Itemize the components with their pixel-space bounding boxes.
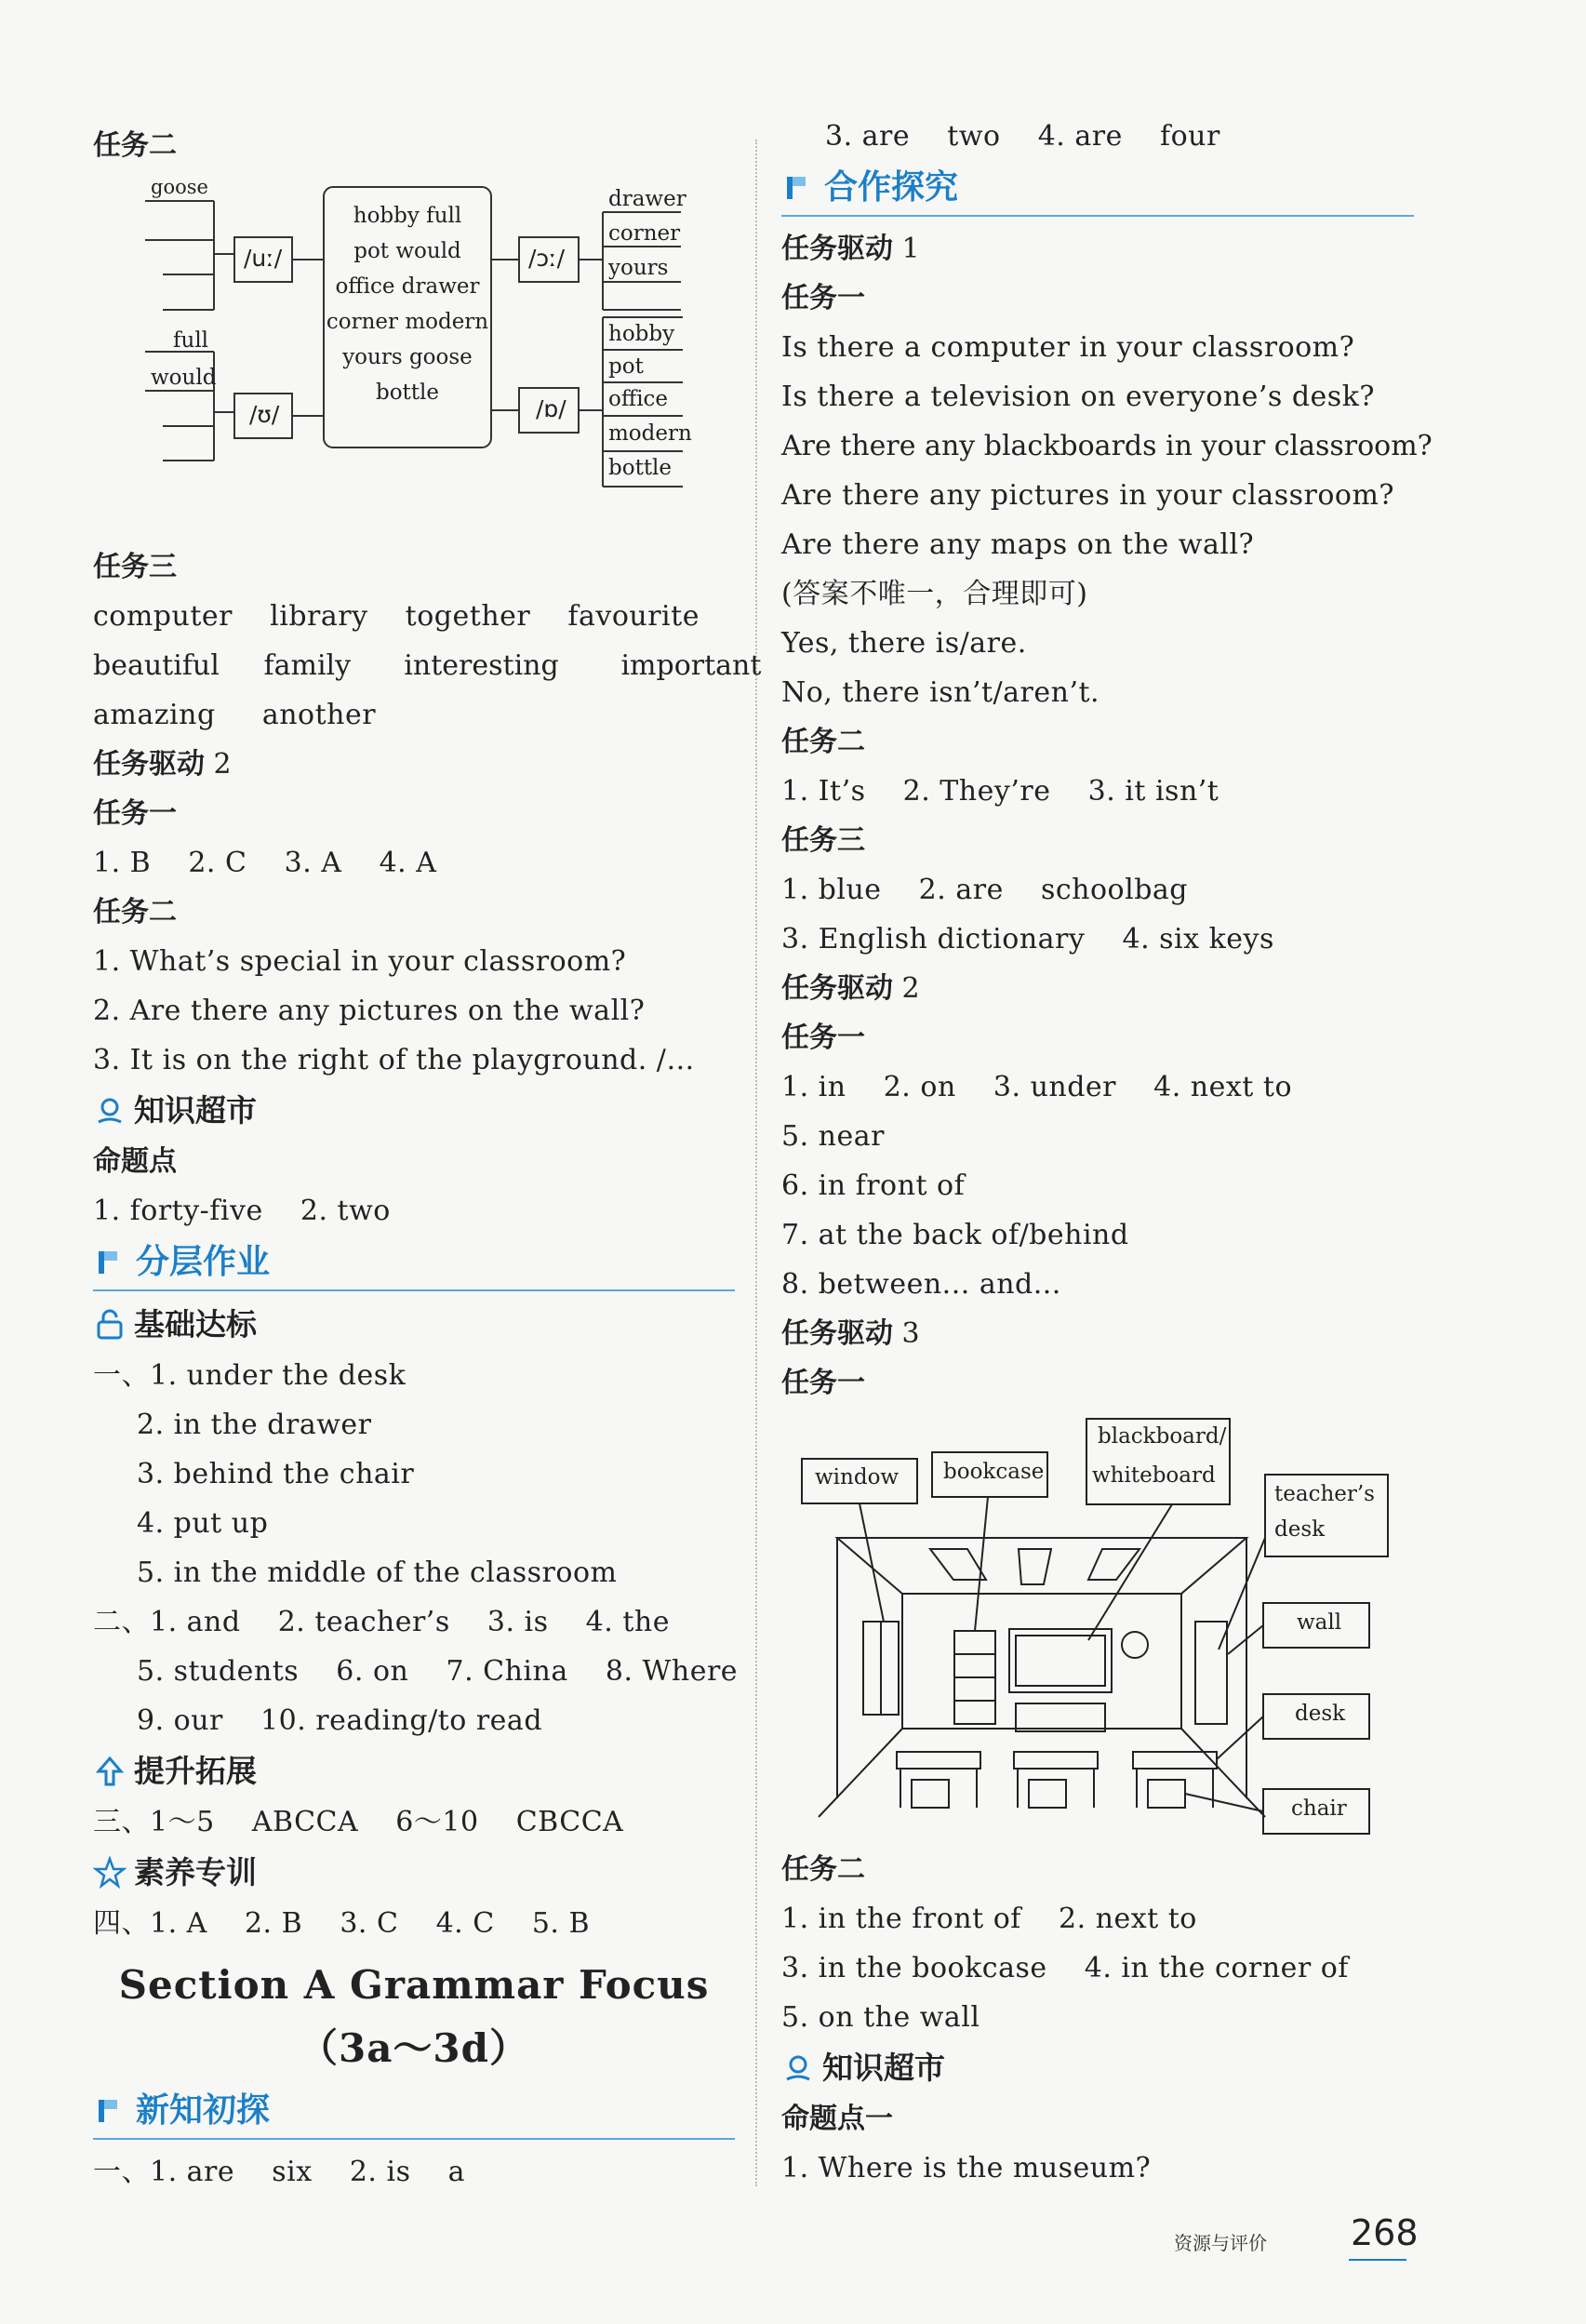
task-heading: 任务二	[93, 129, 177, 162]
label-bookcase: bookcase	[943, 1460, 1045, 1484]
diagram-word-pot: pot	[608, 354, 644, 379]
center-word-line: bottle	[375, 381, 440, 405]
answer-line: Are there any pictures in your classroom?	[781, 479, 1394, 512]
answer-line: 四、1. A 2. B 3. C 4. C 5. B	[93, 1907, 591, 1940]
task-drive-label: 任务驱动	[93, 748, 205, 781]
answer-line: 2. in the drawer	[137, 1409, 372, 1441]
section-layered-homework	[93, 1235, 735, 1291]
answer-line: Is there a television on everyone’s desk?	[781, 381, 1375, 413]
pencil-flag-icon	[93, 2094, 127, 2128]
answer-line: 一、1. are six 2. is a	[93, 2156, 466, 2188]
task-heading: 任务一	[93, 797, 177, 830]
task-drive-number: 3	[893, 1317, 920, 1350]
diagram-word-bottle: bottle	[608, 456, 673, 480]
answer-line: 1. B 2. C 3. A 4. A	[93, 847, 437, 879]
answer-line: 1. Where is the museum?	[781, 2152, 1152, 2184]
answer-line: Is there a computer in your classroom?	[781, 331, 1355, 364]
answer-line: 7. at the back of/behind	[781, 1219, 1129, 1251]
phoneme-o-short: /ɒ/	[536, 395, 566, 422]
answer-line: 1. forty-five 2. two	[93, 1195, 391, 1227]
answer-line: 1. It’s 2. They’re 3. it isn’t	[781, 775, 1219, 808]
task-drive-number: 2	[893, 972, 920, 1005]
center-word-line: hobby full	[353, 204, 462, 228]
label-window: window	[815, 1465, 900, 1489]
section-basic	[93, 1299, 735, 1351]
answer-line: 3. are two 4. are four	[825, 120, 1220, 153]
footer-underline	[1349, 2259, 1406, 2261]
left-column	[93, 121, 762, 2197]
task-drive-heading	[93, 740, 735, 789]
label-chair: chair	[1291, 1796, 1347, 1821]
answer-line: 1. in 2. on 3. under 4. next to	[781, 1071, 1293, 1103]
footer-label: 资源与评价	[1174, 2232, 1267, 2254]
section-knowledge-market	[93, 1085, 735, 1137]
location-pin-icon	[93, 1094, 127, 1128]
task-heading: 任务一	[781, 282, 865, 314]
label-whiteboard: whiteboard	[1092, 1463, 1216, 1488]
task-drive-number: 1	[893, 233, 920, 265]
answer-line: 5. students 6. on 7. China 8. Where	[137, 1655, 739, 1688]
section-title: 素养专训	[134, 1854, 257, 1890]
section-title: 知识超市	[134, 1092, 257, 1129]
task-heading: 任务二	[93, 896, 177, 928]
diagram-word-yours: yours	[608, 256, 669, 280]
task-heading: 命题点一	[781, 2103, 893, 2135]
location-pin-icon	[781, 2051, 815, 2085]
section-title: 分层作业	[136, 1243, 271, 1281]
answer-line: Are there any blackboards in your classroom?	[781, 430, 1433, 462]
task-heading: 命题点	[93, 1145, 177, 1178]
section-literacy	[93, 1847, 735, 1899]
center-word-line: yours goose	[342, 345, 473, 369]
phoneme-u-short: /ʊ/	[249, 401, 280, 428]
section-title: 提升拓展	[134, 1753, 257, 1789]
task-drive-heading	[781, 1309, 1414, 1358]
section-title: 合作探究	[824, 168, 959, 207]
phoneme-aw-long: /ɔː/	[528, 245, 566, 272]
lock-icon	[93, 1308, 127, 1342]
diagram-word-corner: corner	[608, 221, 681, 246]
section-title: 新知初探	[136, 2091, 271, 2130]
task-heading: 任务三	[781, 824, 865, 857]
task-heading: 任务一	[781, 1022, 865, 1054]
label-desk: desk	[1295, 1702, 1346, 1726]
task-heading: 任务三	[93, 551, 177, 583]
center-word-line: pot would	[353, 239, 461, 263]
section-title: 知识超市	[822, 2050, 945, 2086]
task-drive-label: 任务驱动	[781, 972, 893, 1005]
answer-line: Are there any maps on the wall?	[781, 528, 1255, 561]
answer-line: (答案不唯一，合理即可)	[781, 578, 1088, 610]
answer-line: 3. behind the chair	[137, 1458, 415, 1490]
answer-line: 三、1～5 ABCCA 6～10 CBCCA	[93, 1806, 624, 1838]
right-column	[781, 120, 1433, 2193]
column-divider	[755, 140, 757, 2186]
answer-line: No, there isn’t/aren’t.	[781, 676, 1100, 709]
task-drive-label: 任务驱动	[781, 233, 893, 265]
answer-line: 1. in the front of 2. next to	[781, 1903, 1197, 1935]
section-subtitle: （3a～3d）	[298, 2025, 530, 2071]
label-wall: wall	[1297, 1610, 1342, 1635]
answer-line: 8. between... and...	[781, 1268, 1061, 1301]
answer-line: computer library together favourite	[93, 600, 700, 633]
label-teachers: teacher’s	[1274, 1482, 1375, 1506]
section-title: 基础达标	[134, 1306, 257, 1342]
answer-line: amazing another	[93, 699, 377, 731]
task-drive-heading	[781, 224, 1414, 274]
phoneme-u-long: /uː/	[244, 245, 283, 272]
label-blackboard: blackboard/	[1098, 1424, 1227, 1449]
answer-line: 2. Are there any pictures on the wall?	[93, 995, 646, 1027]
section-new-knowledge	[93, 2084, 735, 2140]
label-teachers-desk: desk	[1274, 1517, 1326, 1542]
up-arrow-icon	[93, 1755, 127, 1788]
center-word-line: office drawer	[335, 274, 480, 299]
section-improve	[93, 1745, 735, 1797]
section-knowledge-market	[781, 2042, 1414, 2094]
task-heading: 任务一	[781, 1367, 865, 1399]
center-word-list	[324, 198, 491, 410]
answer-line: 3. in the bookcase 4. in the corner of	[781, 1952, 1349, 1984]
answer-line: 5. in the middle of the classroom	[137, 1556, 618, 1589]
star-icon	[93, 1856, 127, 1890]
answer-line: beautiful family interesting important	[93, 649, 762, 682]
diagram-word-full: full	[173, 328, 209, 353]
section-main-title: Section A Grammar Focus	[118, 1962, 710, 2008]
diagram-word-would: would	[151, 366, 217, 390]
answer-line: 1. What’s special in your classroom?	[93, 945, 627, 978]
answer-line: 一、1. under the desk	[93, 1359, 406, 1392]
diagram-word-drawer: drawer	[608, 187, 686, 211]
classroom-illustration	[781, 1408, 1414, 1845]
phonics-diagram	[93, 170, 735, 542]
task-drive-heading	[781, 964, 1414, 1013]
center-word-line: corner modern	[326, 310, 489, 334]
answer-line: Yes, there is/are.	[781, 627, 1027, 660]
task-heading: 任务二	[781, 726, 865, 758]
answer-line: 4. put up	[137, 1507, 269, 1540]
answer-line: 5. near	[781, 1120, 885, 1153]
page-number: 268	[1351, 2212, 1419, 2253]
diagram-word-hobby: hobby	[608, 322, 675, 346]
answer-line: 1. blue 2. are schoolbag	[781, 874, 1188, 906]
task-drive-number: 2	[205, 748, 232, 781]
diagram-word-goose: goose	[151, 176, 208, 198]
answer-line: 9. our 10. reading/to read	[137, 1704, 543, 1737]
answer-line: 6. in front of	[781, 1169, 966, 1202]
answer-line: 5. on the wall	[781, 2001, 980, 2034]
pencil-flag-icon	[93, 1246, 127, 1279]
task-drive-label: 任务驱动	[781, 1317, 893, 1350]
diagram-word-modern: modern	[608, 421, 692, 446]
section-cooperative-inquiry	[781, 161, 1414, 217]
task-heading: 任务二	[781, 1853, 865, 1886]
pencil-flag-icon	[781, 171, 815, 205]
diagram-word-office: office	[608, 387, 669, 411]
answer-line: 3. English dictionary 4. six keys	[781, 923, 1274, 955]
answer-line: 3. It is on the right of the playground. /…	[93, 1044, 695, 1076]
answer-line: 二、1. and 2. teacher’s 3. is 4. the	[93, 1606, 670, 1638]
